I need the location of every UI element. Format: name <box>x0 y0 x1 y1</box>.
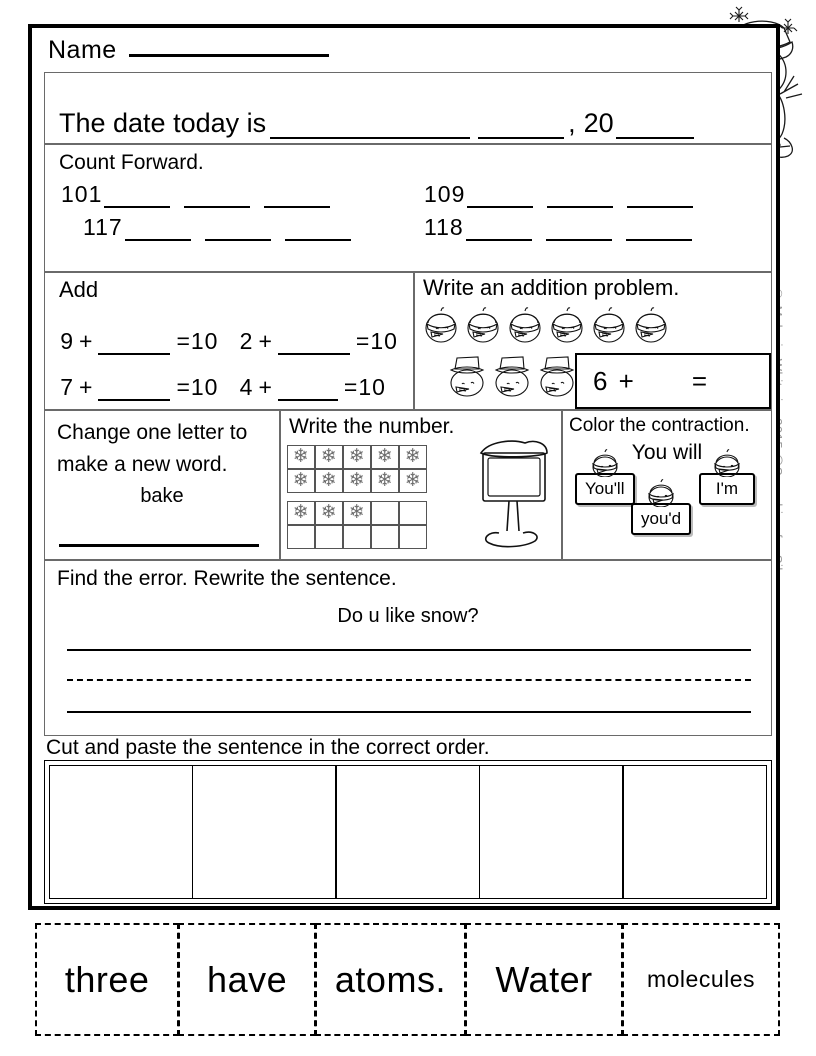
addend: 9 <box>60 328 73 354</box>
count-blank[interactable] <box>547 188 613 208</box>
contraction-option-label: you'd <box>631 503 691 535</box>
add-title: Add <box>59 277 99 302</box>
cut-paste-cell[interactable] <box>192 765 336 900</box>
date-year-blank[interactable] <box>616 117 694 139</box>
ten-frame-cell <box>315 525 344 550</box>
date-day-blank[interactable] <box>478 117 564 139</box>
count-blank[interactable] <box>627 188 693 208</box>
date-comma: , <box>568 108 576 138</box>
equation-equals-sign: = <box>691 365 710 396</box>
handwriting-line-top[interactable] <box>67 649 751 651</box>
ten-frame-cell <box>343 469 372 494</box>
snowman-beanie-icon <box>463 303 503 345</box>
find-error-title: Find the error. Rewrite the sentence. <box>57 567 397 590</box>
add-section <box>44 272 414 410</box>
word-cut-strip <box>36 924 780 1036</box>
snowman-group-one <box>421 303 671 345</box>
handwriting-line-mid[interactable] <box>67 679 751 681</box>
ten-frame-cell <box>399 469 428 494</box>
snowflake-icon: ❄ <box>320 470 337 492</box>
count-blank[interactable] <box>125 221 191 241</box>
ten-frame-one <box>287 445 427 493</box>
word-card[interactable]: have <box>178 923 316 1036</box>
count-forward-section <box>44 144 772 272</box>
contraction-prompt: You will <box>631 441 703 464</box>
date-section <box>44 72 772 144</box>
date-prefix-label: The date today is <box>59 108 267 138</box>
count-blank[interactable] <box>467 188 533 208</box>
ten-frame-cell <box>315 445 344 470</box>
snowy-sign-illustration <box>469 437 555 549</box>
cut-paste-section <box>44 760 772 904</box>
cut-paste-cell[interactable] <box>336 765 480 900</box>
addition-problem-section <box>414 272 772 410</box>
word-card[interactable]: atoms. <box>315 923 466 1036</box>
snowman-beanie-icon <box>547 303 587 345</box>
cut-paste-cell[interactable] <box>623 765 767 900</box>
count-sequence-1 <box>45 181 408 208</box>
plus-sign: + <box>258 328 272 354</box>
plus-sign: + <box>79 374 93 400</box>
ten-frame-cell <box>287 445 316 470</box>
ten-frames <box>287 445 427 549</box>
plus-sign: + <box>79 328 93 354</box>
name-label: Name <box>48 35 117 64</box>
write-number-title: Write the number. <box>289 415 455 438</box>
equation-start: 6 + <box>593 365 636 396</box>
count-sequence-2 <box>408 181 771 208</box>
snowflake-icon: ❄ <box>348 446 365 468</box>
count-blank[interactable] <box>626 221 692 241</box>
change-letter-answer-line[interactable] <box>59 544 259 547</box>
ten-frame-cell <box>287 469 316 494</box>
add-problem-4 <box>232 374 385 401</box>
result: =10 <box>343 374 386 400</box>
addend-blank[interactable] <box>98 335 170 355</box>
write-number-section <box>280 410 562 560</box>
date-sentence <box>59 108 694 139</box>
ten-frame-cell <box>287 501 316 526</box>
addition-equation-box[interactable] <box>575 353 771 409</box>
addend: 7 <box>60 374 73 400</box>
add-problem-3 <box>53 374 218 401</box>
cut-paste-title: Cut and paste the sentence in the correct order. <box>46 736 490 759</box>
snowflake-icon: ❄ <box>292 502 309 524</box>
snowflake-icon: ❄ <box>348 502 365 524</box>
snowflake-icon: ❄ <box>320 446 337 468</box>
add-row <box>53 355 421 401</box>
snowflake-icon: ❄ <box>376 446 393 468</box>
addend: 2 <box>239 328 253 354</box>
count-blank[interactable] <box>104 188 170 208</box>
handwriting-line-bottom[interactable] <box>67 711 751 713</box>
count-seed: 117 <box>83 214 123 240</box>
add-problem-2 <box>232 328 397 355</box>
contraction-option-label: You'll <box>575 473 635 505</box>
snowflake-icon: ❄ <box>404 470 421 492</box>
snowman-tophat-icon <box>490 351 534 399</box>
snowman-tophat-icon <box>535 351 579 399</box>
ten-frame-cell <box>399 501 428 526</box>
change-letter-word: bake <box>140 485 184 507</box>
word-card[interactable]: three <box>35 923 179 1036</box>
snowflake-icon: ❄ <box>292 446 309 468</box>
ten-frame-cell <box>343 445 372 470</box>
word-card[interactable]: molecules <box>622 923 780 1036</box>
contraction-option-2[interactable] <box>631 503 691 535</box>
count-seed: 101 <box>61 181 103 207</box>
contraction-title: Color the contraction. <box>569 415 750 436</box>
addition-problem-title: Write an addition problem. <box>423 275 680 300</box>
cut-paste-grid <box>49 765 767 899</box>
name-row <box>32 28 776 72</box>
count-blank[interactable] <box>184 188 250 208</box>
result: =10 <box>355 328 398 354</box>
plus-sign: + <box>258 374 272 400</box>
snowman-beanie-icon <box>421 303 461 345</box>
count-seed: 118 <box>424 214 464 240</box>
snowman-head-icon <box>639 477 683 507</box>
contraction-option-1[interactable] <box>575 473 635 505</box>
contraction-option-label: I'm <box>699 473 755 505</box>
snowman-tophat-icon <box>445 351 489 399</box>
add-row <box>53 309 421 355</box>
count-blank[interactable] <box>466 221 532 241</box>
cut-paste-cell[interactable] <box>49 765 193 900</box>
addend-blank[interactable] <box>278 335 350 355</box>
count-sequence-3 <box>45 214 408 241</box>
ten-frame-cell <box>399 445 428 470</box>
date-month-blank[interactable] <box>270 117 470 139</box>
find-error-sentence: Do u like snow? <box>337 605 479 627</box>
worksheet-frame <box>28 24 780 910</box>
addend: 4 <box>239 374 253 400</box>
cut-paste-cell[interactable] <box>479 765 623 900</box>
contraction-section <box>562 410 772 560</box>
result: =10 <box>176 374 219 400</box>
ten-frame-cell <box>371 501 400 526</box>
date-year-prefix: 20 <box>583 108 614 138</box>
add-problem-1 <box>53 328 218 355</box>
result: =10 <box>176 328 219 354</box>
ten-frame-cell <box>371 469 400 494</box>
name-input-line[interactable] <box>129 54 329 57</box>
count-seed: 109 <box>424 181 466 207</box>
find-error-section <box>44 560 772 736</box>
addend-blank[interactable] <box>98 381 170 401</box>
add-rows <box>53 309 421 401</box>
snowflake-icon: ❄ <box>348 470 365 492</box>
ten-frame-cell <box>343 501 372 526</box>
snowflake-icon: ❄ <box>376 470 393 492</box>
addend-blank[interactable] <box>278 381 338 401</box>
count-blank[interactable] <box>285 221 351 241</box>
snowman-head-icon <box>583 447 627 477</box>
word-card[interactable]: Water <box>465 923 623 1036</box>
count-blank[interactable] <box>205 221 271 241</box>
snowflake-icon: ❄ <box>292 470 309 492</box>
ten-frame-cell <box>315 501 344 526</box>
count-sequence-4 <box>408 214 771 241</box>
ten-frame-cell <box>315 469 344 494</box>
ten-frame-cell <box>399 525 428 550</box>
count-blank[interactable] <box>546 221 612 241</box>
ten-frame-cell <box>287 525 316 550</box>
change-letter-title: Change one letter to make a new word. <box>57 421 248 476</box>
ten-frame-cell <box>343 525 372 550</box>
snowman-group-two <box>445 351 579 399</box>
count-blank[interactable] <box>264 188 330 208</box>
change-letter-section <box>44 410 280 560</box>
ten-frame-cell <box>371 525 400 550</box>
snowflake-icon: ❄ <box>404 446 421 468</box>
count-forward-grid <box>45 181 771 241</box>
snowman-head-icon <box>705 447 749 477</box>
snowman-beanie-icon <box>505 303 545 345</box>
snowflake-icon: ❄ <box>320 502 337 524</box>
contraction-option-3[interactable] <box>699 473 755 505</box>
count-forward-title: Count Forward. <box>59 151 204 174</box>
ten-frame-two <box>287 501 427 549</box>
snowman-beanie-icon <box>631 303 671 345</box>
ten-frame-cell <box>371 445 400 470</box>
snowman-beanie-icon <box>589 303 629 345</box>
